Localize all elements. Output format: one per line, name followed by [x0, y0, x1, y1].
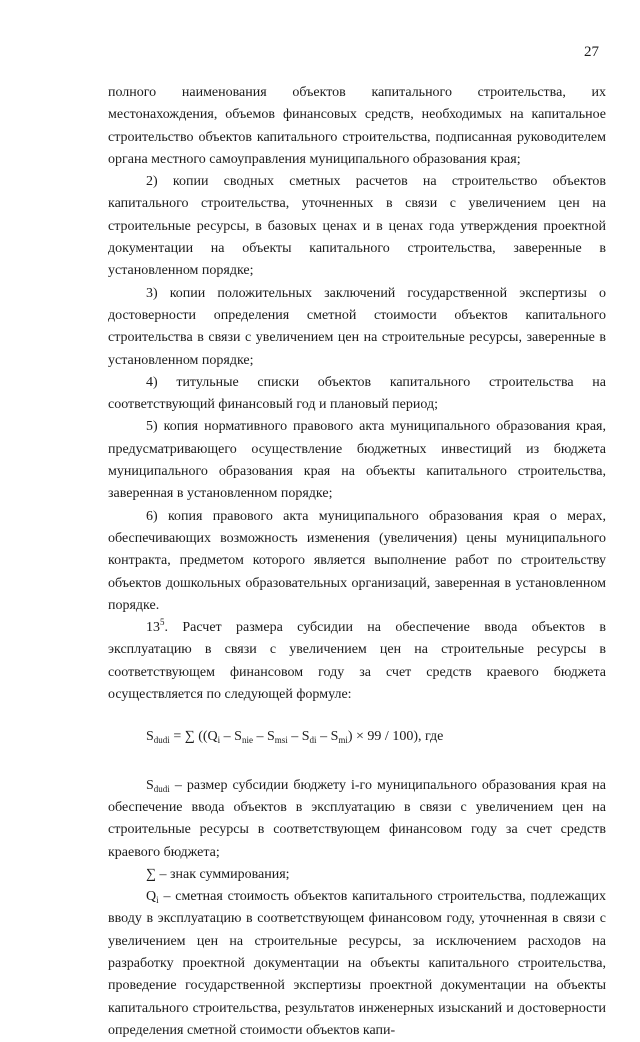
clause-superscript: 5	[160, 617, 165, 628]
formula-term-1: – S	[220, 729, 242, 745]
formula-term-2-sub: msi	[274, 735, 288, 746]
formula-term-4-sub: mi	[338, 735, 348, 746]
formula-term-2: – S	[252, 729, 275, 745]
list-item-4: 4) титульные списки объектов капитального строительства на соответствующий финансовый год и плановый период;	[108, 374, 606, 413]
clause-number: 13	[146, 620, 160, 636]
list-item-6: 6) копия правового акта муниципального образования края о мерах, обеспечивающих возможность изменения (увеличения) цены муниципального контракта, предметом которого является выполнение работ по строительству объектов дошкольных образовательных организаций, заверенная в установленном порядке.	[108, 508, 606, 613]
list-item-2: 2) копии сводных сметных расчетов на строительство объектов капитального строительства, уточненных в связи с увеличением цен на строительные ресурсы, в базовых ценах и в ценах года утверждения проектной документации на объекты капитального строительства, заверенные в установленном порядке;	[108, 174, 606, 279]
definition-qi	[108, 886, 606, 1042]
formula	[108, 726, 606, 748]
clause-text: . Расчет размера субсидии на обеспечение ввода объектов в эксплуатацию в связи с увеличением цен на строительные ресурсы в соответствующем финансовом году за счет средств краевого бюджета осуществляется по следующей формуле:	[108, 620, 606, 703]
page-number: 27	[584, 44, 599, 60]
list-item-3: 3) копии положительных заключений государственной экспертизы о достоверности определения сметной стоимости объектов капитального строительства в связи с увеличением цен на строительные ресурсы, заверенные в установленном порядке;	[108, 285, 606, 368]
formula-lhs-sub: dudi	[153, 735, 170, 746]
formula-term-4: – S	[316, 729, 339, 745]
formula-term-3-sub: di	[309, 735, 317, 746]
definition-sum: ∑ – знак суммирования;	[146, 866, 290, 882]
sdudi-sub: dudi	[153, 783, 170, 794]
sdudi-text: – размер субсидии бюджету i-го муниципального образования края на обеспечение ввода объектов в эксплуатацию в связи с увеличением цен на строительные ресурсы в соответствующем финансовом году за счет средств краевого бюджета;	[108, 777, 606, 860]
definition-sdudi	[108, 775, 606, 864]
qi-text: – сметная стоимость объектов капитального строительства, подлежащих вводу в эксплуатацию в соответствующем финансовом году, уточненная в связи с увеличением цен на строительные ресурсы, за исключением расходов на разработку проектной документации на объекты капитального строительства, проведение государственной экспертизы проектной документации на объекты капитального строительства, результатов инженерных изысканий и достоверности определения сметной стоимости объектов капи-	[108, 889, 606, 1038]
formula-lhs: S	[146, 729, 154, 745]
paragraph-continuation: полного наименования объектов капитального строительства, их местонахождения, объемов финансовых средств, необходимых на капитальное строительство объектов капитального строительства, подписанная руководителем органа местного самоуправления муниципального образования края;	[108, 85, 606, 167]
formula-eq-open: = ∑ ((Q	[169, 729, 218, 745]
qi-symbol: Q	[146, 889, 157, 905]
formula-tail: ) × 99 / 100), где	[347, 729, 444, 745]
formula-term-3: – S	[287, 729, 310, 745]
formula-q-sub: i	[217, 735, 221, 746]
sdudi-symbol: S	[146, 777, 154, 793]
clause-13-5	[108, 617, 606, 706]
formula-term-1-sub: nie	[241, 735, 253, 746]
list-item-5: 5) копия нормативного правового акта муниципального образования края, предусматривающего осуществление бюджетных инвестиций из бюджета муниципального образования края на объекты капитального строительства, заверенная в установленном порядке;	[108, 419, 606, 502]
document-body	[108, 82, 606, 1042]
qi-sub: i	[156, 895, 159, 906]
